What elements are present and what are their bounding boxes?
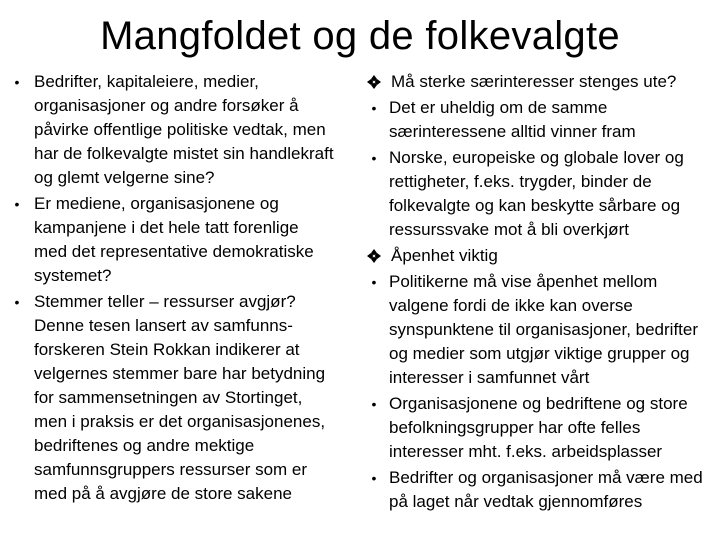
list-item-text: Bedrifter, kapitaleiere, medier, organisasjoner og andre forsøker å påvirke offentlige politiske vedtak, men har de folkevalgte mistet sin handlekraft og glemt velgerne sine? [34, 72, 334, 187]
section-heading [364, 70, 716, 94]
list-item-text: Er mediene, organisasjonene og kampanjene i det hele tatt forenlige med det representative demokratiske systemet? [34, 194, 314, 285]
list-item-text: Norske, europeiske og globale lover og rettigheter, f.eks. trygder, binder de folkevalgte og kan beskytte sårbare og ressurssvake mot å bli overkjørt [389, 148, 684, 239]
bullet-icon: • [371, 274, 377, 290]
diamond-bullet-icon [367, 249, 381, 263]
bullet-icon: • [371, 100, 377, 116]
list-item-text: Stemmer teller – ressurser avgjør? Denne tesen lansert av samfunns-forskeren Stein Rokkan indikerer at velgernes stemmer bare har betydning for sammensetningen av Stortinget, men i praksis er det organisasjonenes, bedriftenes og andre mektige samfunnsgruppers ressurser som er med på å avgjøre de store sakene [34, 292, 326, 503]
bullet-icon: • [371, 396, 377, 412]
bullet-icon: • [14, 294, 20, 310]
list-item-text: Bedrifter og organisasjoner må være med på laget når vedtak gjennomføres [389, 468, 703, 511]
left-bullet-list [6, 70, 336, 506]
list-item-text: Politikerne må vise åpenhet mellom valgene fordi de ikke kan overse synspunktene til organisasjoner, bedrifter og medier som utgjør viktige grupper og interesser i samfunnet vårt [389, 272, 699, 387]
list-item-text: Det er uheldig om de samme særinteressene alltid vinner fram [389, 98, 636, 141]
list-item [6, 70, 336, 190]
right-bullet-list [364, 70, 716, 514]
left-column [6, 70, 336, 508]
list-item [364, 96, 716, 144]
list-item [6, 290, 336, 506]
bullet-icon: • [371, 150, 377, 166]
bullet-icon: • [14, 196, 20, 212]
right-column [364, 70, 716, 516]
bullet-icon: • [371, 470, 377, 486]
list-item [364, 466, 716, 514]
section-heading-text: Åpenhet viktig [391, 246, 498, 265]
list-item [364, 146, 716, 242]
list-item-text: Organisasjonene og bedriftene og store befolkningsgrupper har ofte felles interesser mht. f.eks. arbeidsplasser [389, 394, 688, 461]
list-item [6, 192, 336, 288]
section-heading-text: Må sterke særinteresser stenges ute? [391, 72, 677, 91]
diamond-bullet-icon [367, 75, 381, 89]
list-item [364, 392, 716, 464]
slide-title: Mangfoldet og de folkevalgte [100, 14, 620, 58]
section-heading [364, 244, 716, 268]
list-item [364, 270, 716, 390]
bullet-icon: • [14, 74, 20, 90]
